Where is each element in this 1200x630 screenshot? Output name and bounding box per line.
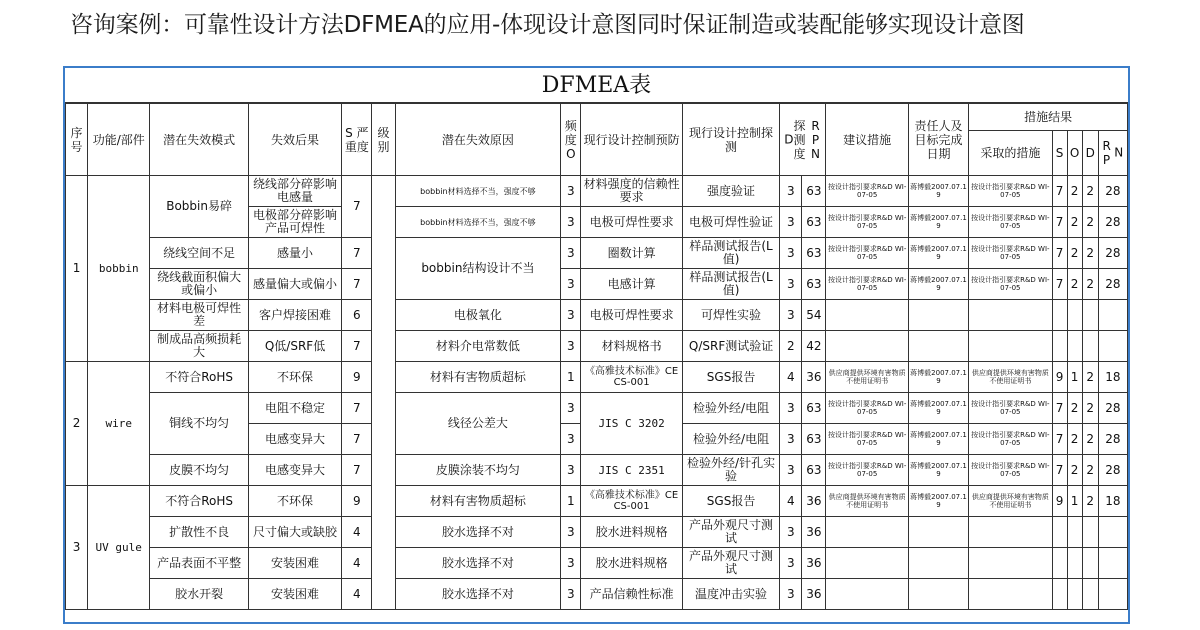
cell-occurrence: 3 — [561, 455, 581, 486]
cell-cause: 电极氧化 — [395, 300, 561, 331]
cell-detectability: 3 — [780, 548, 802, 579]
header-res-s: S — [1052, 131, 1067, 176]
header-effect: 失效后果 — [248, 104, 341, 176]
cell-mode: 铜线不均匀 — [150, 393, 248, 455]
cell-effect: 电阻不稳定 — [248, 393, 341, 424]
cell-res-d: 2 — [1082, 393, 1098, 424]
cell-rpn: 36 — [802, 579, 826, 610]
cell-detectability: 3 — [780, 238, 802, 269]
header-results: 措施结果 — [969, 104, 1128, 131]
cell-seq: 2 — [66, 362, 88, 486]
cell-res-o: 2 — [1067, 455, 1082, 486]
cell-rpn: 36 — [802, 486, 826, 517]
cell-severity: 4 — [342, 548, 372, 579]
cell-action-taken — [969, 300, 1052, 331]
cell-severity: 7 — [342, 269, 372, 300]
table-row — [66, 362, 1128, 393]
cell-prevention: 电极可焊性要求 — [581, 207, 682, 238]
header-mode: 潜在失效模式 — [150, 104, 248, 176]
cell-occurrence: 3 — [561, 300, 581, 331]
header-recommended: 建议措施 — [826, 104, 908, 176]
cell-responsibility: 蒋博毅2007.07.19 — [908, 362, 968, 393]
table-row — [66, 517, 1128, 548]
cell-detection: 检验外经/针孔实验 — [682, 455, 779, 486]
cell-recommended: 按设计指引要求R&D WI-07-05 — [826, 238, 908, 269]
cell-occurrence: 3 — [561, 548, 581, 579]
cell-recommended: 供应商提供环境有害物质不使用证明书 — [826, 486, 908, 517]
cell-severity: 4 — [342, 579, 372, 610]
cell-mode: 皮膜不均匀 — [150, 455, 248, 486]
header-detectability — [780, 104, 826, 176]
cell-action-taken: 按设计指引要求R&D WI-07-05 — [969, 393, 1052, 424]
cell-occurrence: 3 — [561, 517, 581, 548]
cell-res-o: 1 — [1067, 362, 1082, 393]
cell-severity: 9 — [342, 486, 372, 517]
cell-recommended — [826, 548, 908, 579]
cell-rpn: 54 — [802, 300, 826, 331]
cell-severity: 7 — [342, 176, 372, 238]
cell-occurrence: 3 — [561, 579, 581, 610]
cell-mode: 材料电极可焊性差 — [150, 300, 248, 331]
cell-severity: 7 — [342, 238, 372, 269]
cell-res-d — [1082, 517, 1098, 548]
cell-action-taken: 供应商提供环境有害物质不使用证明书 — [969, 486, 1052, 517]
cell-res-s: 7 — [1052, 207, 1067, 238]
header-res-d: D — [1082, 131, 1098, 176]
cell-seq: 3 — [66, 486, 88, 610]
cell-res-rpn — [1098, 517, 1127, 548]
cell-res-rpn: 28 — [1098, 269, 1127, 300]
cell-rpn: 63 — [802, 393, 826, 424]
table-row — [66, 455, 1128, 486]
cell-cause: 材料有害物质超标 — [395, 362, 561, 393]
table-row — [66, 176, 1128, 207]
cell-res-rpn: 28 — [1098, 455, 1127, 486]
header-severity — [342, 104, 372, 176]
cell-recommended — [826, 300, 908, 331]
cell-responsibility — [908, 517, 968, 548]
cell-prevention: 《高雅技术标准》CECS-001 — [581, 486, 682, 517]
cell-cause: 材料有害物质超标 — [395, 486, 561, 517]
cell-function: UV gule — [88, 486, 150, 610]
cell-cause: bobbin结构设计不当 — [395, 238, 561, 300]
cell-mode: 产品表面不平整 — [150, 548, 248, 579]
table-title: DFMEA表 — [65, 68, 1128, 103]
cell-action-taken: 按设计指引要求R&D WI-07-05 — [969, 207, 1052, 238]
cell-detectability: 2 — [780, 331, 802, 362]
cell-rpn: 63 — [802, 176, 826, 207]
cell-responsibility: 蒋博毅2007.07.19 — [908, 486, 968, 517]
cell-detectability: 3 — [780, 455, 802, 486]
cell-action-taken — [969, 579, 1052, 610]
cell-res-o: 2 — [1067, 269, 1082, 300]
cell-rpn: 36 — [802, 517, 826, 548]
cell-res-rpn — [1098, 331, 1127, 362]
cell-cause: 皮膜涂装不均匀 — [395, 455, 561, 486]
cell-responsibility — [908, 548, 968, 579]
cell-cause: 材料介电常数低 — [395, 331, 561, 362]
header-prevention: 现行设计控制预防 — [581, 104, 682, 176]
cell-rpn: 63 — [802, 455, 826, 486]
cell-cause: 胶水选择不对 — [395, 548, 561, 579]
cell-res-d — [1082, 579, 1098, 610]
cell-res-d — [1082, 331, 1098, 362]
cell-prevention: 胶水进料规格 — [581, 548, 682, 579]
cell-rpn: 63 — [802, 207, 826, 238]
header-res-rp: RP — [1102, 139, 1111, 167]
cell-detectability: 4 — [780, 362, 802, 393]
header-res-rpn — [1098, 131, 1127, 176]
cell-occurrence: 3 — [561, 269, 581, 300]
cell-prevention: 材料强度的信赖性要求 — [581, 176, 682, 207]
cell-res-d: 2 — [1082, 424, 1098, 455]
cell-effect: 不环保 — [248, 362, 341, 393]
cell-recommended: 按设计指引要求R&D WI-07-05 — [826, 424, 908, 455]
cell-detection: SGS报告 — [682, 486, 779, 517]
cell-mode: 扩散性不良 — [150, 517, 248, 548]
cell-cause: bobbin材料选择不当，强度不够 — [395, 176, 561, 207]
table-row — [66, 238, 1128, 269]
header-res-o: O — [1067, 131, 1082, 176]
cell-detectability: 3 — [780, 176, 802, 207]
dfmea-sheet — [63, 66, 1130, 624]
cell-res-s — [1052, 548, 1067, 579]
cell-mode: 不符合RoHS — [150, 486, 248, 517]
cell-res-s — [1052, 300, 1067, 331]
header-s-prefix: S — [345, 125, 353, 140]
cell-res-d — [1082, 548, 1098, 579]
cell-res-d: 2 — [1082, 176, 1098, 207]
cell-res-o — [1067, 548, 1082, 579]
cell-recommended: 按设计指引要求R&D WI-07-05 — [826, 176, 908, 207]
cell-recommended: 按设计指引要求R&D WI-07-05 — [826, 269, 908, 300]
dfmea-table — [65, 103, 1128, 610]
header-detectability-label: 探测度 — [793, 118, 806, 161]
cell-prevention: 产品信赖性标准 — [581, 579, 682, 610]
cell-res-rpn: 28 — [1098, 393, 1127, 424]
cell-mode: 胶水开裂 — [150, 579, 248, 610]
cell-res-s: 9 — [1052, 486, 1067, 517]
cell-detectability: 3 — [780, 393, 802, 424]
cell-cause: 线径公差大 — [395, 393, 561, 455]
cell-responsibility: 蒋博毅2007.07.19 — [908, 176, 968, 207]
cell-detectability: 3 — [780, 424, 802, 455]
cell-cause: 胶水选择不对 — [395, 517, 561, 548]
cell-class — [372, 176, 395, 610]
cell-effect: 安装困难 — [248, 579, 341, 610]
cell-action-taken: 按设计指引要求R&D WI-07-05 — [969, 269, 1052, 300]
cell-detection: 可焊性实验 — [682, 300, 779, 331]
cell-res-o: 2 — [1067, 238, 1082, 269]
cell-res-rpn: 18 — [1098, 362, 1127, 393]
cell-effect: 客户焊接困难 — [248, 300, 341, 331]
cell-res-s — [1052, 579, 1067, 610]
cell-rpn: 36 — [802, 548, 826, 579]
header-cause: 潜在失效原因 — [395, 104, 561, 176]
page-title: 咨询案例：可靠性设计方法DFMEA的应用-体现设计意图同时保证制造或装配能够实现设计意图 — [70, 12, 1025, 38]
cell-detection: 强度验证 — [682, 176, 779, 207]
header-rpn: RPN — [811, 118, 820, 161]
cell-occurrence: 3 — [561, 393, 581, 424]
cell-res-rpn — [1098, 579, 1127, 610]
cell-prevention: JIS C 2351 — [581, 455, 682, 486]
table-row — [66, 269, 1128, 300]
cell-res-o — [1067, 300, 1082, 331]
cell-effect: 安装困难 — [248, 548, 341, 579]
cell-severity: 4 — [342, 517, 372, 548]
cell-detectability: 3 — [780, 300, 802, 331]
cell-res-s: 7 — [1052, 176, 1067, 207]
cell-res-s: 7 — [1052, 269, 1067, 300]
cell-action-taken: 按设计指引要求R&D WI-07-05 — [969, 238, 1052, 269]
header-function: 功能/部件 — [88, 104, 150, 176]
cell-effect: 电极部分碎影响产品可焊性 — [248, 207, 341, 238]
cell-res-rpn — [1098, 548, 1127, 579]
cell-rpn: 42 — [802, 331, 826, 362]
cell-occurrence: 3 — [561, 331, 581, 362]
cell-action-taken: 供应商提供环境有害物质不使用证明书 — [969, 362, 1052, 393]
cell-res-rpn — [1098, 300, 1127, 331]
cell-cause: 胶水选择不对 — [395, 579, 561, 610]
cell-recommended — [826, 579, 908, 610]
cell-responsibility — [908, 579, 968, 610]
cell-action-taken: 按设计指引要求R&D WI-07-05 — [969, 424, 1052, 455]
cell-prevention: 电感计算 — [581, 269, 682, 300]
cell-res-rpn: 28 — [1098, 176, 1127, 207]
cell-res-o: 2 — [1067, 207, 1082, 238]
cell-rpn: 63 — [802, 269, 826, 300]
cell-recommended — [826, 331, 908, 362]
header-class: 级别 — [372, 104, 395, 176]
cell-prevention: 《高雅技术标准》CECS-001 — [581, 362, 682, 393]
cell-function: wire — [88, 362, 150, 486]
cell-detectability: 3 — [780, 517, 802, 548]
cell-recommended: 供应商提供环境有害物质不使用证明书 — [826, 362, 908, 393]
cell-recommended: 按设计指引要求R&D WI-07-05 — [826, 393, 908, 424]
cell-mode: 绕线空间不足 — [150, 238, 248, 269]
table-row — [66, 331, 1128, 362]
cell-action-taken: 按设计指引要求R&D WI-07-05 — [969, 176, 1052, 207]
table-row — [66, 548, 1128, 579]
cell-res-o: 2 — [1067, 393, 1082, 424]
cell-severity: 7 — [342, 455, 372, 486]
table-row — [66, 393, 1128, 424]
cell-action-taken — [969, 517, 1052, 548]
header-occurrence: 频度O — [561, 104, 581, 176]
cell-effect: 绕线部分碎影响电感量 — [248, 176, 341, 207]
cell-action-taken — [969, 331, 1052, 362]
cell-effect: 尺寸偏大或缺胶 — [248, 517, 341, 548]
cell-rpn: 63 — [802, 424, 826, 455]
header-seq: 序号 — [66, 104, 88, 176]
table-row — [66, 486, 1128, 517]
cell-severity: 6 — [342, 300, 372, 331]
cell-res-d — [1082, 300, 1098, 331]
cell-occurrence: 1 — [561, 486, 581, 517]
cell-severity: 7 — [342, 424, 372, 455]
cell-mode: 制成品高频损耗大 — [150, 331, 248, 362]
cell-effect: 电感变异大 — [248, 455, 341, 486]
cell-detection: Q/SRF测试验证 — [682, 331, 779, 362]
cell-res-d: 2 — [1082, 362, 1098, 393]
cell-effect: 感量小 — [248, 238, 341, 269]
cell-mode: 不符合RoHS — [150, 362, 248, 393]
header-res-n: N — [1114, 145, 1124, 160]
cell-res-s — [1052, 331, 1067, 362]
cell-detection: 检验外经/电阻 — [682, 424, 779, 455]
cell-responsibility: 蒋博毅2007.07.19 — [908, 269, 968, 300]
cell-recommended — [826, 517, 908, 548]
cell-responsibility: 蒋博毅2007.07.19 — [908, 238, 968, 269]
header-action-taken: 采取的措施 — [969, 131, 1052, 176]
cell-res-s: 7 — [1052, 393, 1067, 424]
cell-res-d: 2 — [1082, 238, 1098, 269]
cell-occurrence: 3 — [561, 238, 581, 269]
cell-effect: Q低/SRF低 — [248, 331, 341, 362]
cell-res-o — [1067, 579, 1082, 610]
header-d-prefix: D — [784, 132, 794, 146]
cell-rpn: 36 — [802, 362, 826, 393]
cell-occurrence: 1 — [561, 362, 581, 393]
cell-responsibility: 蒋博毅2007.07.19 — [908, 424, 968, 455]
header-severity-label: 严重度 — [344, 125, 369, 154]
cell-detection: 样品测试报告(L值) — [682, 238, 779, 269]
cell-occurrence: 3 — [561, 207, 581, 238]
cell-res-d: 2 — [1082, 269, 1098, 300]
cell-res-d: 2 — [1082, 455, 1098, 486]
cell-prevention: 圈数计算 — [581, 238, 682, 269]
cell-res-rpn: 28 — [1098, 238, 1127, 269]
cell-res-rpn: 28 — [1098, 424, 1127, 455]
cell-action-taken: 按设计指引要求R&D WI-07-05 — [969, 455, 1052, 486]
cell-detectability: 4 — [780, 486, 802, 517]
cell-action-taken — [969, 548, 1052, 579]
cell-res-o: 2 — [1067, 176, 1082, 207]
cell-severity: 9 — [342, 362, 372, 393]
cell-res-rpn: 18 — [1098, 486, 1127, 517]
cell-detection: 检验外经/电阻 — [682, 393, 779, 424]
cell-cause: bobbin材料选择不当，强度不够 — [395, 207, 561, 238]
cell-detectability: 3 — [780, 207, 802, 238]
cell-res-o — [1067, 517, 1082, 548]
cell-detectability: 3 — [780, 579, 802, 610]
cell-detectability: 3 — [780, 269, 802, 300]
cell-res-s: 7 — [1052, 238, 1067, 269]
cell-mode: 绕线截面积偏大或偏小 — [150, 269, 248, 300]
table-row — [66, 300, 1128, 331]
cell-detection: SGS报告 — [682, 362, 779, 393]
cell-responsibility — [908, 300, 968, 331]
cell-res-s — [1052, 517, 1067, 548]
cell-detection: 产品外观尺寸测试 — [682, 517, 779, 548]
cell-res-o: 1 — [1067, 486, 1082, 517]
cell-res-d: 2 — [1082, 207, 1098, 238]
cell-prevention: 胶水进料规格 — [581, 517, 682, 548]
cell-effect: 感量偏大或偏小 — [248, 269, 341, 300]
cell-severity: 7 — [342, 331, 372, 362]
cell-responsibility — [908, 331, 968, 362]
cell-responsibility: 蒋博毅2007.07.19 — [908, 455, 968, 486]
table-row — [66, 579, 1128, 610]
cell-res-d: 2 — [1082, 486, 1098, 517]
cell-effect: 电感变异大 — [248, 424, 341, 455]
cell-prevention: 电极可焊性要求 — [581, 300, 682, 331]
cell-function: bobbin — [88, 176, 150, 362]
cell-res-rpn: 28 — [1098, 207, 1127, 238]
cell-seq: 1 — [66, 176, 88, 362]
cell-occurrence: 3 — [561, 176, 581, 207]
cell-mode: Bobbin易碎 — [150, 176, 248, 238]
cell-prevention: 材料规格书 — [581, 331, 682, 362]
cell-res-s: 7 — [1052, 455, 1067, 486]
cell-detection: 温度冲击实验 — [682, 579, 779, 610]
cell-occurrence: 3 — [561, 424, 581, 455]
cell-prevention: JIS C 3202 — [581, 393, 682, 455]
header-detection: 现行设计控制探测 — [682, 104, 779, 176]
cell-rpn: 63 — [802, 238, 826, 269]
cell-effect: 不环保 — [248, 486, 341, 517]
cell-severity: 7 — [342, 393, 372, 424]
cell-res-s: 9 — [1052, 362, 1067, 393]
header-responsibility: 责任人及目标完成日期 — [908, 104, 968, 176]
cell-res-o — [1067, 331, 1082, 362]
cell-responsibility: 蒋博毅2007.07.19 — [908, 393, 968, 424]
cell-detection: 样品测试报告(L值) — [682, 269, 779, 300]
cell-detection: 产品外观尺寸测试 — [682, 548, 779, 579]
cell-recommended: 按设计指引要求R&D WI-07-05 — [826, 455, 908, 486]
cell-recommended: 按设计指引要求R&D WI-07-05 — [826, 207, 908, 238]
cell-res-s: 7 — [1052, 424, 1067, 455]
cell-responsibility: 蒋博毅2007.07.19 — [908, 207, 968, 238]
cell-detection: 电极可焊性验证 — [682, 207, 779, 238]
cell-res-o: 2 — [1067, 424, 1082, 455]
